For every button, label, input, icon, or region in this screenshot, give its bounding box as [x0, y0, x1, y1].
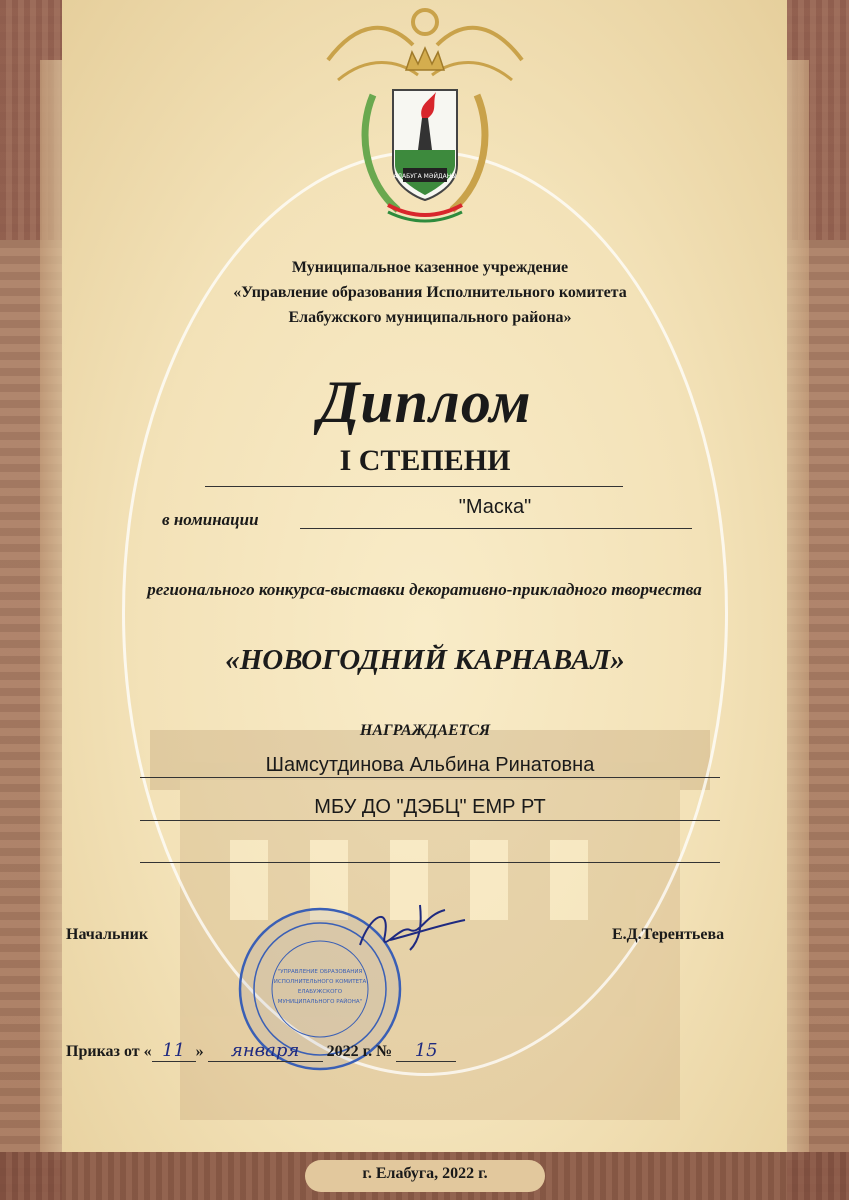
order-day: 11: [152, 1040, 196, 1062]
coat-of-arms-emblem: [318, 0, 532, 230]
contest-description: регионального конкурса-выставки декоративно-прикладного творчества: [147, 580, 702, 599]
emblem-lettering: АЛАБУГА МӘЙДАНЫ: [393, 173, 457, 180]
footer-city: г. Елабуга, 2022 г.: [362, 1165, 488, 1182]
event-name: «НОВОГОДНИЙ КАРНАВАЛ»: [225, 644, 625, 676]
organization-underline: [140, 820, 720, 821]
order-prefix: Приказ от «: [66, 1043, 152, 1060]
nomination-value: "Маска": [458, 496, 532, 518]
org-line-3: Елабужского муниципального района»: [288, 309, 572, 326]
recipient-name: Шамсутдинова Альбина Ринатовна: [265, 754, 595, 776]
svg-text:"УПРАВЛЕНИЕ ОБРАЗОВАНИЯ: "УПРАВЛЕНИЕ ОБРАЗОВАНИЯ: [277, 969, 363, 975]
recipient-organization: МБУ ДО "ДЭБЦ" ЕМР РТ: [314, 796, 546, 818]
order-mid: »: [195, 1043, 204, 1060]
order-year: 2022 г. №: [326, 1043, 393, 1060]
awarded-label: НАГРАЖДАЕТСЯ: [359, 722, 491, 739]
order-number: 15: [396, 1040, 456, 1062]
order-line: [66, 1040, 456, 1062]
nomination-label: в номинации: [162, 510, 259, 529]
diploma-title: Диплом: [318, 369, 532, 435]
blank-underline: [140, 862, 720, 863]
org-line-1: Муниципальное казенное учреждение: [291, 259, 569, 276]
recipient-underline: [140, 777, 720, 778]
handwritten-signature: [350, 895, 470, 965]
svg-text:МУНИЦИПАЛЬНОГО РАЙОНА": МУНИЦИПАЛЬНОГО РАЙОНА": [277, 999, 363, 1005]
organization-header: [140, 255, 720, 330]
signatory-name: Е.Д.Терентьева: [612, 926, 725, 943]
org-line-2: «Управление образования Исполнительного комитета: [233, 284, 627, 301]
nomination-underline: [300, 528, 692, 529]
signatory-position: Начальник: [66, 926, 149, 943]
divider-line: [205, 486, 623, 487]
svg-text:ЕЛАБУЖСКОГО: ЕЛАБУЖСКОГО: [297, 989, 343, 995]
svg-text:ИСПОЛНИТЕЛЬНОГО КОМИТЕТА: ИСПОЛНИТЕЛЬНОГО КОМИТЕТА: [273, 979, 367, 985]
order-month: января: [208, 1040, 323, 1062]
diploma-degree: I СТЕПЕНИ: [339, 444, 511, 477]
